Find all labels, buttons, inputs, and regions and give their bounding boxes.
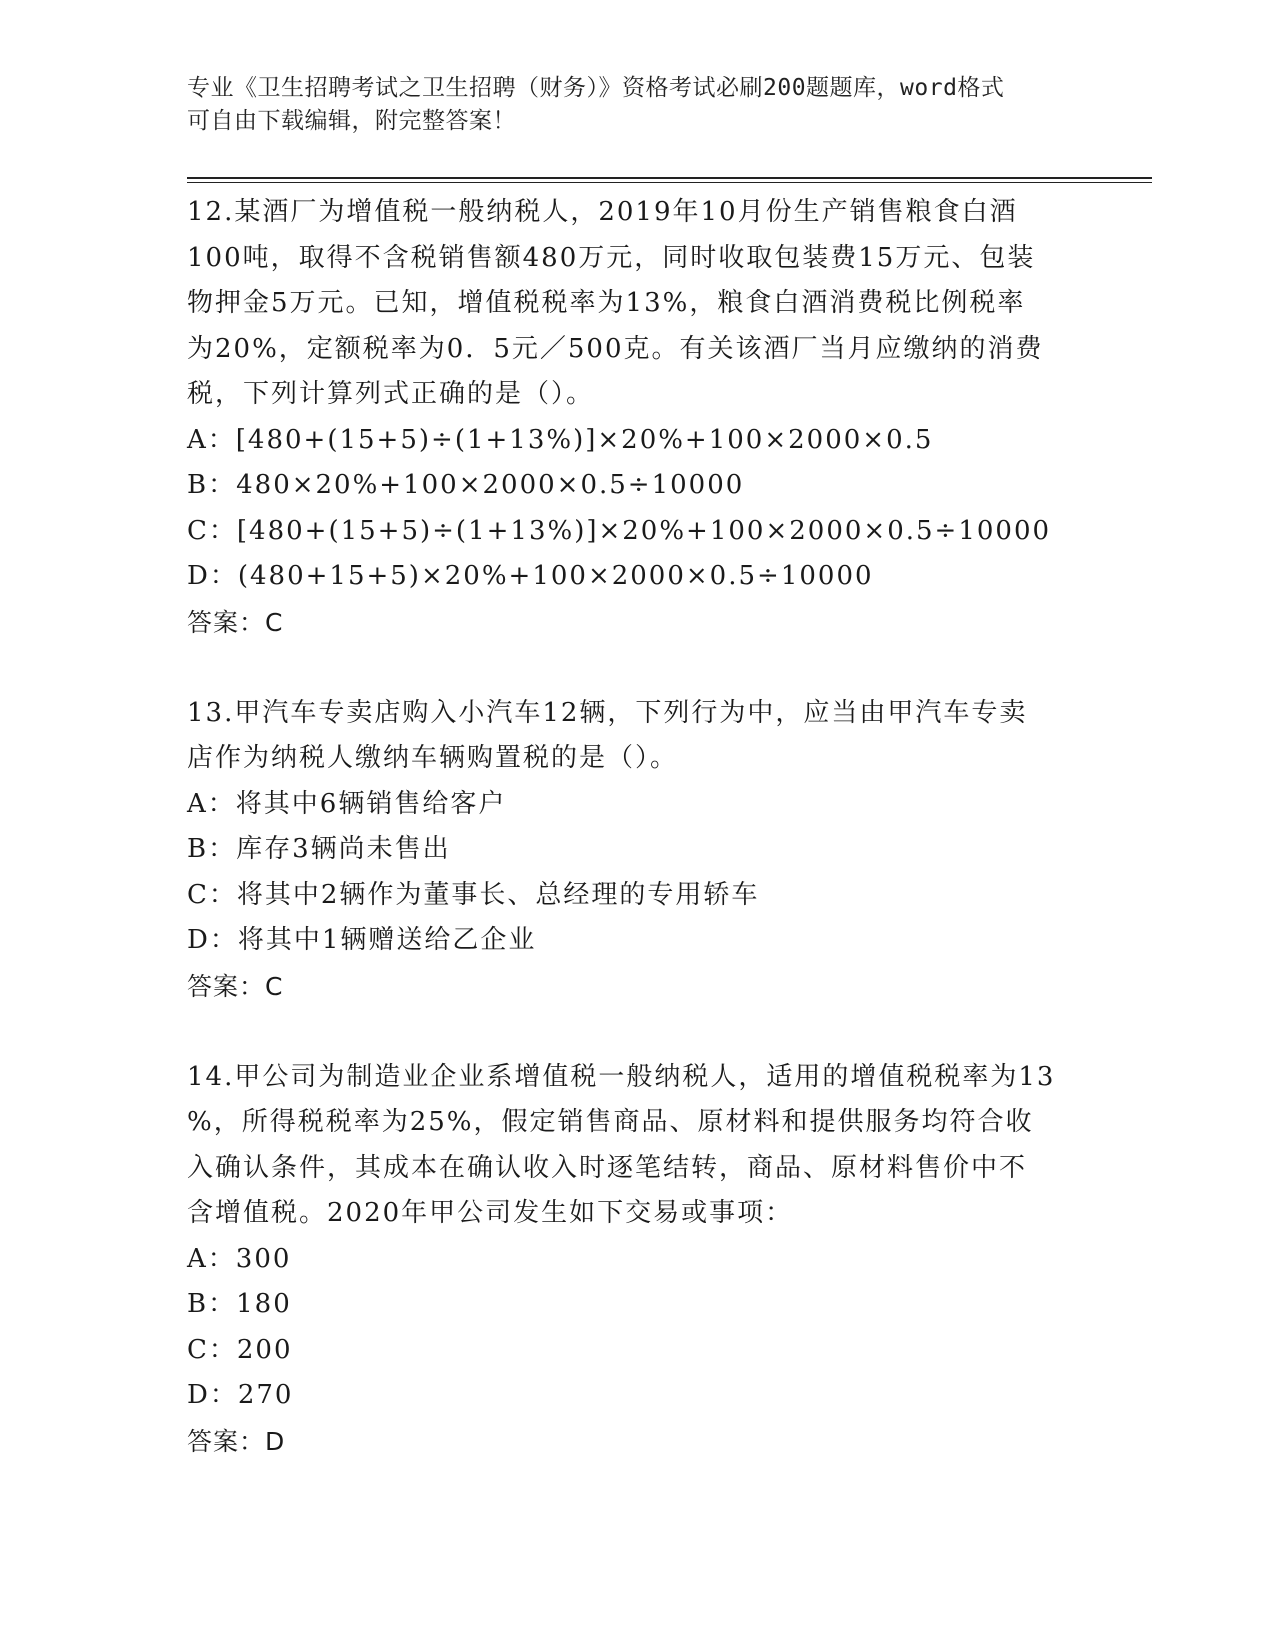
option-d: D：将其中1辆赠送给乙企业 bbox=[187, 925, 537, 955]
question-spacer bbox=[187, 1009, 1087, 1055]
question-line: %，所得税税率为25%，假定销售商品、原材料和提供服务均符合收 bbox=[187, 1107, 1034, 1137]
question-line: 入确认条件，其成本在确认收入时逐笔结转，商品、原材料售价中不 bbox=[187, 1152, 1028, 1183]
question-12 bbox=[187, 190, 1087, 645]
question-line: 含增值税。2020年甲公司发生如下交易或事项： bbox=[187, 1198, 794, 1228]
option-a: A：将其中6辆销售给客户 bbox=[187, 788, 507, 819]
question-list bbox=[187, 190, 1087, 1464]
question-line: 14.甲公司为制造业企业系增值税一般纳税人，适用的增值税税率为13 bbox=[187, 1061, 1056, 1092]
question-line: 税，下列计算列式正确的是（）。 bbox=[187, 379, 595, 409]
option-c: C：200 bbox=[187, 1334, 293, 1365]
question-14 bbox=[187, 1055, 1087, 1465]
question-line: 12.某酒厂为增值税一般纳税人，2019年10月份生产销售粮食白酒 bbox=[187, 197, 1018, 227]
header-divider-thick bbox=[187, 177, 1152, 179]
option-b: B：480×20%+100×2000×0.5÷10000 bbox=[187, 470, 745, 500]
option-d: D：270 bbox=[187, 1380, 294, 1410]
header-line-1: 专业《卫生招聘考试之卫生招聘（财务）》资格考试必刷200题题库，word格式 bbox=[187, 75, 1005, 101]
option-b: B：库存3辆尚未售出 bbox=[187, 834, 451, 864]
answer-line: 答案：C bbox=[187, 607, 284, 637]
option-a: A：[480+(15+5)÷(1+13%)]×20%+100×2000×0.5 bbox=[187, 424, 934, 455]
question-line: 13.甲汽车专卖店购入小汽车12辆，下列行为中，应当由甲汽车专卖 bbox=[187, 697, 1028, 728]
answer-line: 答案：C bbox=[187, 971, 284, 1001]
question-line: 100吨，取得不含税销售额480万元，同时收取包装费15万元、包装 bbox=[187, 242, 1036, 273]
option-b: B：180 bbox=[187, 1289, 292, 1319]
document-header bbox=[187, 72, 1087, 138]
question-spacer bbox=[187, 645, 1087, 691]
question-line: 店作为纳税人缴纳车辆购置税的是（）。 bbox=[187, 743, 679, 773]
header-divider-thin bbox=[187, 182, 1152, 183]
question-line: 为20%，定额税率为0．5元／500克。有关该酒厂当月应缴纳的消费 bbox=[187, 333, 1044, 364]
header-line-2: 可自由下载编辑，附完整答案！ bbox=[187, 108, 516, 134]
answer-line: 答案：D bbox=[187, 1426, 286, 1456]
question-line: 物押金5万元。已知，增值税税率为13%，粮食白酒消费税比例税率 bbox=[187, 288, 1026, 318]
option-c: C：[480+(15+5)÷(1+13%)]×20%+100×2000×0.5÷10000 bbox=[187, 515, 1052, 546]
option-d: D：(480+15+5)×20%+100×2000×0.5÷10000 bbox=[187, 561, 874, 591]
option-c: C：将其中2辆作为董事长、总经理的专用轿车 bbox=[187, 879, 760, 910]
question-13 bbox=[187, 691, 1087, 1010]
option-a: A：300 bbox=[187, 1243, 292, 1274]
